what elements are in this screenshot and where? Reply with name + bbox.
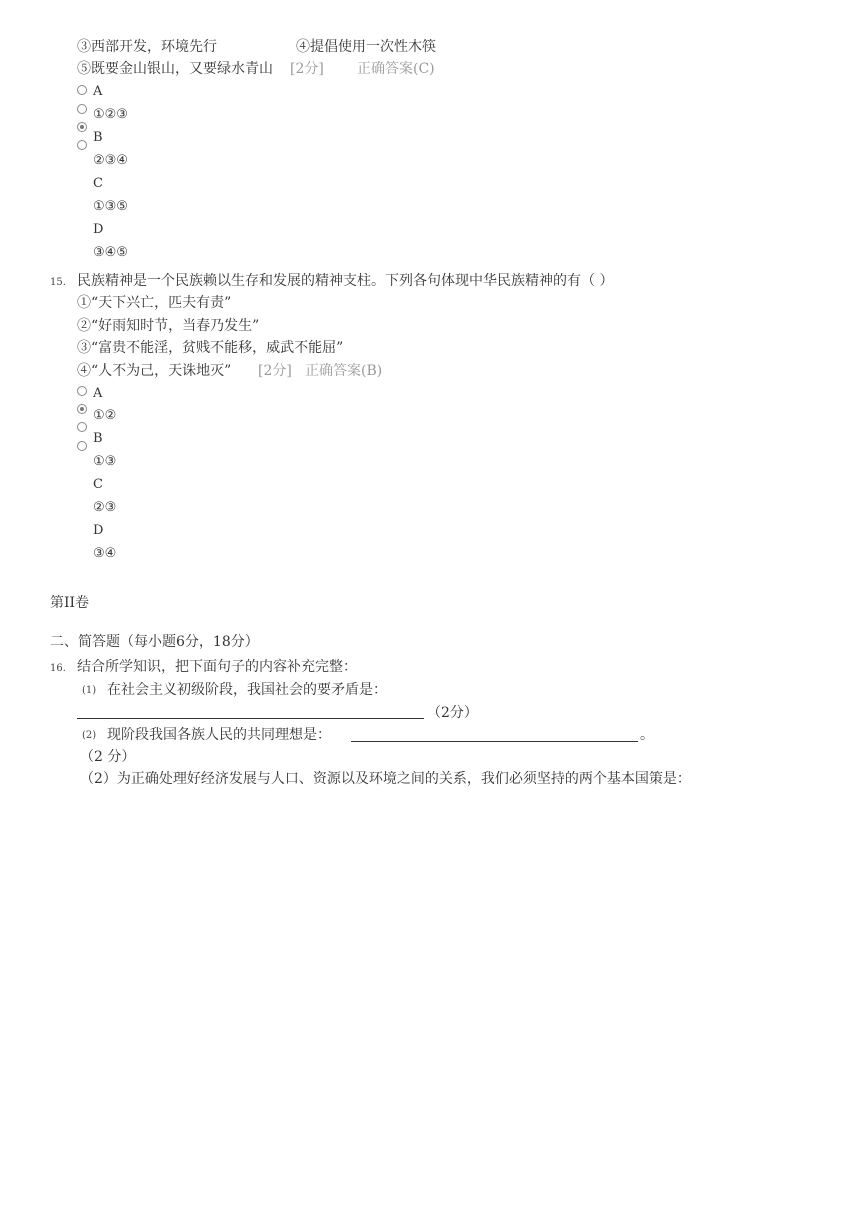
q14-item-4: ④提倡使用一次性木筷	[296, 39, 436, 55]
q15-option-a-letter: A	[93, 386, 103, 401]
q16-sub2-number: (2)	[82, 730, 97, 741]
q14-option-a-text: ①②③	[93, 107, 128, 122]
q16-sub1-text: 在社会主义初级阶段，我国社会的要矛盾是：	[107, 682, 387, 698]
q14-option-c-text: ①③⑤	[93, 199, 128, 214]
q15-item-1: ①“天下兴亡，匹夫有责”	[77, 295, 232, 311]
q15-option-a-text: ①②	[93, 408, 117, 423]
q16-sub3-text: （2）为正确处理好经济发展与人口、资源以及环境之间的关系，我们必须坚持的两个基本国策是：	[80, 771, 691, 787]
q14-option-b-letter: B	[93, 130, 103, 145]
q14-radio-b[interactable]	[77, 104, 87, 114]
q14-radio-c[interactable]	[77, 122, 87, 132]
q15-item-3: ③“富贵不能淫，贫贱不能移，威武不能屈”	[77, 340, 344, 356]
q15-number: 15.	[50, 277, 66, 288]
q15-option-c-text: ②③	[93, 500, 117, 515]
q16-sub2-answer-blank[interactable]	[351, 741, 638, 742]
q14-option-a-letter: A	[93, 84, 103, 99]
q15-option-b-text: ①③	[93, 454, 117, 469]
q14-correct-answer: 正确答案(C)	[357, 61, 435, 77]
q14-radio-d[interactable]	[77, 140, 87, 150]
q16-sub1-answer-blank[interactable]	[77, 718, 424, 719]
q14-item-3: ③西部开发，环境先行	[77, 39, 217, 55]
q15-option-d-text: ③④	[93, 546, 117, 561]
q15-item-2: ②“好雨知时节，当春乃发生”	[77, 318, 260, 334]
q14-option-b-text: ②③④	[93, 153, 128, 168]
q14-option-c-letter: C	[93, 176, 103, 191]
q16-sub1-number: (1)	[82, 685, 97, 696]
q15-option-d-letter: D	[93, 523, 104, 538]
q15-radio-c[interactable]	[77, 422, 87, 432]
q14-radio-a[interactable]	[77, 85, 87, 95]
q15-score: [2分]	[258, 363, 292, 379]
q16-sub2-text: 现阶段我国各族人民的共同理想是：	[107, 727, 331, 743]
q16-sub2-score: （2 分）	[80, 749, 136, 765]
q16-sub2-period: 。	[640, 727, 654, 743]
q14-option-d-letter: D	[93, 222, 104, 237]
q15-stem: 民族精神是一个民族赖以生存和发展的精神支柱。下列各句体现中华民族精神的有（ ）	[77, 273, 614, 289]
q14-score: [2分]	[290, 61, 324, 77]
q14-item-5: ⑤既要金山银山，又要绿水青山	[77, 61, 273, 77]
q15-radio-d[interactable]	[77, 441, 87, 451]
q16-stem: 结合所学知识，把下面句子的内容补充完整：	[77, 659, 357, 675]
q15-correct-answer: 正确答案(B)	[305, 363, 383, 379]
q15-option-b-letter: B	[93, 431, 103, 446]
q14-option-d-text: ③④⑤	[93, 245, 128, 260]
section-heading: 二、简答题（每小题6分，18分）	[50, 634, 259, 650]
q15-option-c-letter: C	[93, 477, 103, 492]
q16-number: 16.	[50, 663, 66, 674]
volume-title: 第II卷	[50, 595, 90, 611]
q15-item-4: ④“人不为己，天诛地灭”	[77, 363, 232, 379]
q15-radio-a[interactable]	[77, 386, 87, 396]
q15-radio-b[interactable]	[77, 404, 87, 414]
q16-sub1-score: （2分）	[427, 705, 478, 721]
